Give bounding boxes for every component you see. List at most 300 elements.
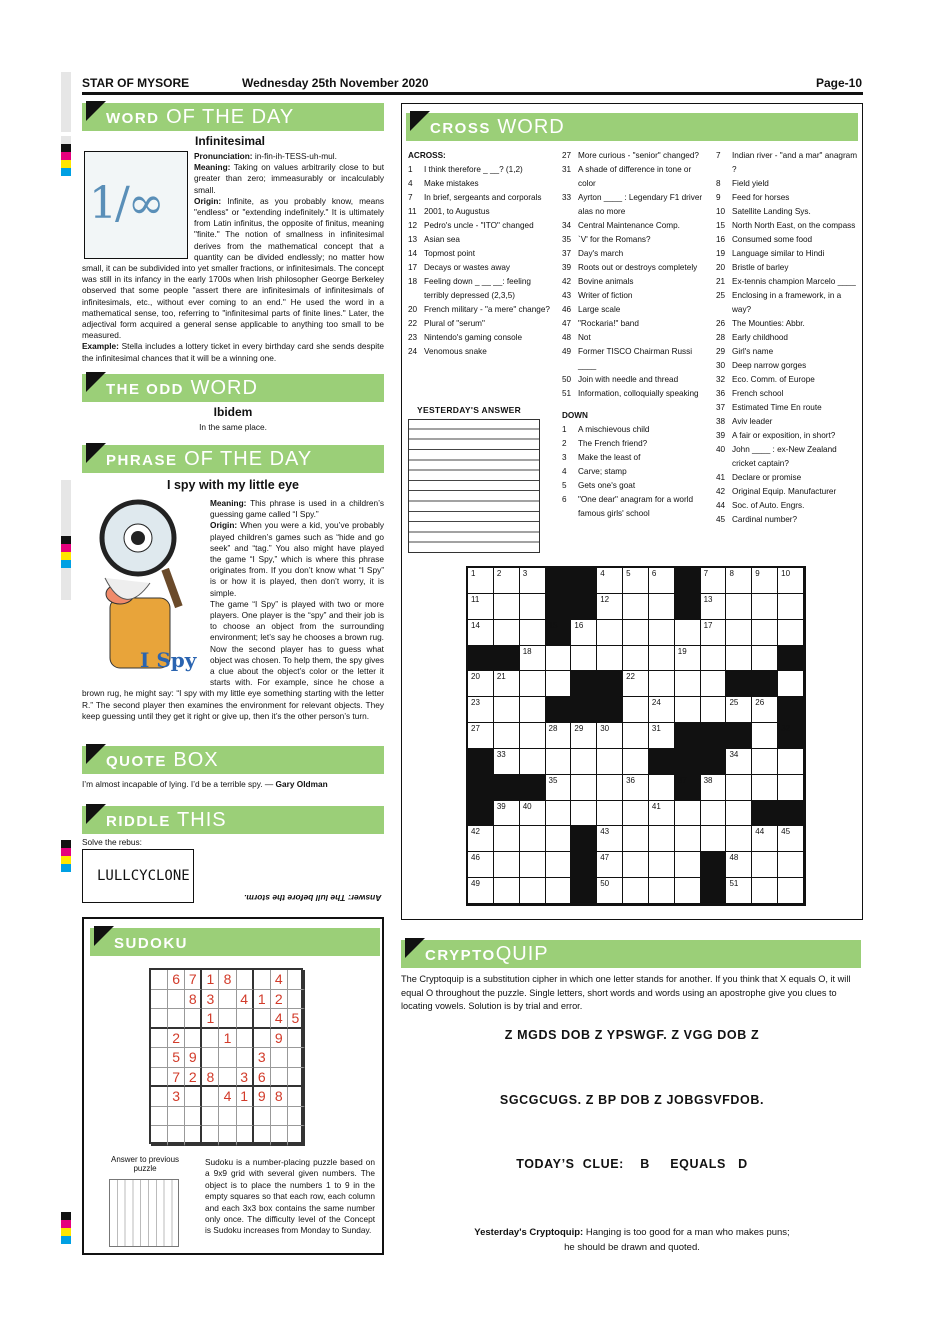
sudoku-cell[interactable] <box>219 1048 236 1068</box>
sudoku-cell[interactable] <box>151 990 168 1010</box>
sudoku-cell[interactable] <box>151 1029 168 1049</box>
clue-text: Bristle of barley <box>732 263 789 272</box>
crossword-cell[interactable]: 41 <box>649 801 675 827</box>
clue-text: A fair or exposition, in short? <box>732 431 836 440</box>
crossword-cell[interactable]: 18 <box>520 646 546 672</box>
crossword-cell[interactable] <box>546 671 572 697</box>
crossword-black-square <box>701 878 727 904</box>
sudoku-cell[interactable] <box>237 1029 254 1049</box>
crossword-cell[interactable]: 7 <box>701 568 727 594</box>
sudoku-cell[interactable] <box>168 1126 185 1146</box>
sudoku-cell[interactable] <box>288 990 305 1010</box>
sudoku-cell[interactable] <box>237 1126 254 1146</box>
clue-number: 42 <box>562 277 572 286</box>
crossword-cell[interactable] <box>520 620 546 646</box>
clue-number: 14 <box>408 249 418 258</box>
crossword-cell[interactable]: 44 <box>752 826 778 852</box>
sudoku-cell[interactable] <box>202 1126 219 1146</box>
sudoku-cell[interactable] <box>168 1107 185 1127</box>
crossword-cell[interactable]: 21 <box>494 671 520 697</box>
crossword-cell[interactable] <box>494 620 520 646</box>
crossword-cell[interactable]: 1 <box>468 568 494 594</box>
clue-number: 35 <box>562 235 572 244</box>
sudoku-cell[interactable]: 6 <box>254 1068 271 1088</box>
clue-text: Pedro's uncle - "ITO" changed <box>424 221 534 230</box>
sudoku-cell[interactable] <box>168 990 185 1010</box>
crossword-cell[interactable] <box>494 826 520 852</box>
crossword-cell[interactable] <box>726 826 752 852</box>
crossword-cell[interactable] <box>623 594 649 620</box>
clue-text: Girl's name <box>732 347 774 356</box>
page-header <box>82 74 862 92</box>
crossword-cell[interactable]: 12 <box>597 594 623 620</box>
crossword-black-square <box>597 671 623 697</box>
crossword-cell[interactable]: 34 <box>726 749 752 775</box>
crossword-cell[interactable] <box>571 646 597 672</box>
clue-number: 3 <box>562 453 567 462</box>
crossword-cell[interactable]: 46 <box>468 852 494 878</box>
clue-text: Venomous snake <box>424 347 487 356</box>
crossword-cell[interactable] <box>726 620 752 646</box>
clue-item <box>716 359 858 373</box>
crossword-black-square <box>571 878 597 904</box>
sudoku-cell[interactable]: 4 <box>271 970 288 990</box>
crossword-cell[interactable] <box>494 852 520 878</box>
crossword-cell[interactable] <box>752 723 778 749</box>
clue-item <box>408 247 550 261</box>
clue-item <box>408 317 550 331</box>
crossword-cell[interactable] <box>752 749 778 775</box>
crossword-cell[interactable]: 48 <box>726 852 752 878</box>
crossword-cell[interactable] <box>546 801 572 827</box>
sudoku-cell[interactable] <box>288 1087 305 1107</box>
crossword-cell[interactable] <box>623 878 649 904</box>
sudoku-cell[interactable] <box>202 1087 219 1107</box>
crossword-cell[interactable] <box>546 826 572 852</box>
sudoku-cell[interactable]: 1 <box>202 970 219 990</box>
clue-item <box>408 191 550 205</box>
crossword-cell[interactable] <box>520 671 546 697</box>
sudoku-cell[interactable] <box>219 1009 236 1029</box>
crossword-cell[interactable] <box>649 671 675 697</box>
crossword-cell[interactable] <box>649 620 675 646</box>
quote-text: I’m almost incapable of lying. I’d be a terrible spy. — Gary Oldman <box>82 779 328 789</box>
clue-text: Asian sea <box>424 235 460 244</box>
clue-text: Consumed some food <box>732 235 813 244</box>
sudoku-cell[interactable] <box>288 1068 305 1088</box>
crossword-cell[interactable]: 6 <box>649 568 675 594</box>
sudoku-cell[interactable]: 3 <box>254 1048 271 1068</box>
crossword-cell[interactable]: 19 <box>675 646 701 672</box>
crossword-cell[interactable]: 35 <box>546 775 572 801</box>
clue-text: A mischievous child <box>578 425 650 434</box>
crossword-cell[interactable] <box>597 620 623 646</box>
crossword-black-square <box>546 568 572 594</box>
clue-number: 22 <box>408 319 418 328</box>
crossword-cell[interactable]: 33 <box>494 749 520 775</box>
sudoku-cell[interactable] <box>237 1048 254 1068</box>
clue-text: French school <box>732 389 784 398</box>
crossword-cell[interactable] <box>597 749 623 775</box>
crossword-cell[interactable] <box>597 646 623 672</box>
crossword-cell[interactable]: 38 <box>701 775 727 801</box>
sudoku-cell[interactable]: 7 <box>168 1068 185 1088</box>
clue-text: Field yield <box>732 179 769 188</box>
sudoku-cell[interactable]: 3 <box>168 1087 185 1107</box>
crossword-cell[interactable] <box>675 878 701 904</box>
crossword-black-square <box>778 646 804 672</box>
crossword-cell[interactable] <box>546 646 572 672</box>
sudoku-cell[interactable] <box>254 1126 271 1146</box>
crossword-black-square <box>494 646 520 672</box>
clue-text: Feed for horses <box>732 193 790 202</box>
crossword-cell[interactable]: 31 <box>649 723 675 749</box>
clue-number: 18 <box>408 277 418 286</box>
crossword-cell[interactable]: 23 <box>468 697 494 723</box>
crossword-cell[interactable] <box>623 852 649 878</box>
crossword-cell[interactable]: 22 <box>623 671 649 697</box>
sudoku-cell[interactable]: 2 <box>168 1029 185 1049</box>
sudoku-cell[interactable] <box>254 970 271 990</box>
crossword-cell[interactable] <box>546 749 572 775</box>
sudoku-cell[interactable]: 1 <box>237 1087 254 1107</box>
crossword-cell[interactable] <box>752 775 778 801</box>
crossword-cell[interactable] <box>494 697 520 723</box>
sudoku-cell[interactable] <box>271 1068 288 1088</box>
sudoku-cell[interactable] <box>237 970 254 990</box>
sudoku-cell[interactable] <box>271 1048 288 1068</box>
sudoku-cell[interactable] <box>185 1126 202 1146</box>
clue-item <box>408 303 550 317</box>
crossword-cell[interactable] <box>778 775 804 801</box>
crossword-cell[interactable]: 43 <box>597 826 623 852</box>
crossword-cell[interactable] <box>778 594 804 620</box>
clue-item <box>562 437 710 451</box>
crossword-cell[interactable] <box>649 878 675 904</box>
crossword-cell[interactable] <box>675 852 701 878</box>
crossword-cell[interactable]: 26 <box>752 697 778 723</box>
sudoku-cell[interactable]: 4 <box>219 1087 236 1107</box>
sudoku-cell[interactable] <box>254 1029 271 1049</box>
crossword-cell[interactable] <box>520 749 546 775</box>
sudoku-cell[interactable]: 5 <box>288 1009 305 1029</box>
crossword-black-square <box>571 826 597 852</box>
crossword-cell[interactable] <box>752 620 778 646</box>
crossword-cell[interactable] <box>623 646 649 672</box>
crossword-cell[interactable] <box>623 697 649 723</box>
sudoku-cell[interactable] <box>168 1009 185 1029</box>
crossword-cell[interactable]: 27 <box>468 723 494 749</box>
sudoku-cell[interactable]: 2 <box>271 990 288 1010</box>
crossword-cell[interactable] <box>520 826 546 852</box>
crossword-cell[interactable]: 8 <box>726 568 752 594</box>
crossword-cell[interactable]: 24 <box>649 697 675 723</box>
crossword-cell[interactable] <box>623 620 649 646</box>
crossword-cell[interactable] <box>649 852 675 878</box>
sudoku-cell[interactable] <box>219 1068 236 1088</box>
crossword-cell[interactable] <box>649 775 675 801</box>
crossword-black-square <box>649 749 675 775</box>
sudoku-cell[interactable] <box>288 1048 305 1068</box>
sudoku-cell[interactable]: 4 <box>237 990 254 1010</box>
crossword-cell[interactable]: 49 <box>468 878 494 904</box>
sudoku-cell[interactable] <box>151 1068 168 1088</box>
sudoku-cell[interactable]: 3 <box>202 990 219 1010</box>
crossword-cell[interactable]: 36 <box>623 775 649 801</box>
sudoku-cell[interactable] <box>185 1009 202 1029</box>
clue-item <box>408 219 550 233</box>
clue-text: North North East, on the compass <box>732 221 856 230</box>
clue-item <box>408 163 550 177</box>
crossword-black-square <box>520 775 546 801</box>
crossword-cell[interactable]: 40 <box>520 801 546 827</box>
crossword-black-square <box>701 723 727 749</box>
sudoku-cell[interactable] <box>151 1048 168 1068</box>
crossword-cell[interactable] <box>701 801 727 827</box>
sudoku-cell[interactable] <box>271 1107 288 1127</box>
crossword-cell[interactable] <box>649 646 675 672</box>
clue-text: A shade of difference in tone or color <box>578 165 692 188</box>
clue-number: 8 <box>716 179 721 188</box>
crossword-cell[interactable] <box>649 826 675 852</box>
sudoku-cell[interactable]: 8 <box>271 1087 288 1107</box>
sudoku-cell[interactable] <box>151 970 168 990</box>
crossword-cell[interactable]: 14 <box>468 620 494 646</box>
crossword-cell[interactable] <box>520 852 546 878</box>
sudoku-cell[interactable] <box>185 1107 202 1127</box>
crossword-cell[interactable] <box>675 671 701 697</box>
clue-number: 23 <box>408 333 418 342</box>
sudoku-cell[interactable] <box>202 1048 219 1068</box>
crossword-cell[interactable] <box>494 723 520 749</box>
sudoku-cell[interactable] <box>288 1029 305 1049</box>
crossword-cell[interactable]: 42 <box>468 826 494 852</box>
crossword-cell[interactable]: 20 <box>468 671 494 697</box>
crossword-cell[interactable] <box>494 594 520 620</box>
sudoku-cell[interactable] <box>185 1087 202 1107</box>
paper-name: STAR OF MYSORE <box>82 76 190 90</box>
crossword-cell[interactable] <box>675 826 701 852</box>
crossword-cell[interactable] <box>726 801 752 827</box>
clue-item <box>716 177 858 191</box>
crossword-cell[interactable] <box>623 826 649 852</box>
crossword-cell[interactable]: 39 <box>494 801 520 827</box>
crossword-cell[interactable] <box>623 801 649 827</box>
crossword-cell[interactable] <box>726 646 752 672</box>
sudoku-cell[interactable] <box>237 1107 254 1127</box>
crossword-cell[interactable] <box>701 671 727 697</box>
clue-item <box>716 443 858 471</box>
sudoku-cell[interactable] <box>288 1107 305 1127</box>
crossword-cell[interactable] <box>597 801 623 827</box>
clue-item <box>716 513 858 527</box>
crossword-cell[interactable]: 28 <box>546 723 572 749</box>
sudoku-cell[interactable]: 4 <box>271 1009 288 1029</box>
sudoku-cell[interactable] <box>151 1087 168 1107</box>
crossword-black-square: 37 <box>675 775 701 801</box>
crossword-black-square <box>546 594 572 620</box>
crossword-band: CROSS WORD <box>406 113 858 141</box>
crossword-cell[interactable] <box>571 775 597 801</box>
crossword-cell[interactable]: 45 <box>778 826 804 852</box>
word-title: Infinitesimal <box>195 134 266 148</box>
sudoku-cell[interactable]: 7 <box>185 970 202 990</box>
crossword-cell[interactable] <box>571 749 597 775</box>
sudoku-cell[interactable] <box>151 1107 168 1127</box>
sudoku-cell[interactable] <box>219 1126 236 1146</box>
clue-number: 41 <box>716 473 726 482</box>
clue-number: 30 <box>716 361 726 370</box>
sudoku-cell[interactable]: 6 <box>168 970 185 990</box>
sudoku-cell[interactable] <box>151 1126 168 1146</box>
crossword-cell[interactable]: 10 <box>778 568 804 594</box>
clue-text: Original Equip. Manufacturer <box>732 487 837 496</box>
crossword-cell[interactable] <box>778 852 804 878</box>
sudoku-cell[interactable] <box>271 1126 288 1146</box>
crossword-cell[interactable]: 2 <box>494 568 520 594</box>
crossword-cell[interactable]: 9 <box>752 568 778 594</box>
crossword-cell[interactable] <box>520 878 546 904</box>
crossword-cell[interactable]: 17 <box>701 620 727 646</box>
crossword-cell[interactable] <box>520 697 546 723</box>
sudoku-cell[interactable]: 1 <box>254 990 271 1010</box>
crossword-cell[interactable] <box>752 594 778 620</box>
sudoku-cell[interactable] <box>185 1029 202 1049</box>
sudoku-cell[interactable]: 3 <box>237 1068 254 1088</box>
clue-text: Large scale <box>578 305 621 314</box>
clue-number: 46 <box>562 305 572 314</box>
crossword-cell[interactable]: 30 <box>597 723 623 749</box>
crossword-cell[interactable]: 4 <box>597 568 623 594</box>
crossword-cell[interactable] <box>623 749 649 775</box>
sudoku-cell[interactable]: 1 <box>202 1009 219 1029</box>
clue-text: In brief, sergeants and corporals <box>424 193 542 202</box>
crossword-cell[interactable]: 29 <box>571 723 597 749</box>
crossword-cell[interactable] <box>701 826 727 852</box>
yesterday-cryptoquip: Yesterday's Cryptoquip: Hanging is too good for a man who makes puns; he should be drawn and quoted. <box>474 1227 790 1253</box>
clue-item <box>562 303 710 317</box>
sudoku-cell[interactable] <box>219 1107 236 1127</box>
clue-item <box>562 331 710 345</box>
crossword-cell[interactable]: 3 <box>520 568 546 594</box>
crossword-cell[interactable] <box>778 620 804 646</box>
down-clues-col3 <box>716 149 858 527</box>
clue-text: Information, colloquially speaking <box>578 389 699 398</box>
crossword-black-square <box>675 723 701 749</box>
clue-item <box>716 429 858 443</box>
crossword-cell[interactable]: 51 <box>726 878 752 904</box>
crossword-cell[interactable] <box>494 878 520 904</box>
clue-number: 6 <box>562 495 567 504</box>
crossword-cell[interactable] <box>623 723 649 749</box>
clue-item <box>562 317 710 331</box>
crossword-cell[interactable] <box>675 620 701 646</box>
crossword-cell[interactable]: 47 <box>597 852 623 878</box>
crossword-cell[interactable] <box>546 852 572 878</box>
clue-item <box>408 177 550 191</box>
sudoku-cell[interactable]: 2 <box>185 1068 202 1088</box>
clue-number: 20 <box>408 305 418 314</box>
sudoku-cell[interactable] <box>202 1107 219 1127</box>
sudoku-cell[interactable] <box>288 970 305 990</box>
crossword-cell[interactable]: 11 <box>468 594 494 620</box>
crossword-cell[interactable] <box>778 878 804 904</box>
sudoku-cell[interactable]: 9 <box>271 1029 288 1049</box>
clue-item <box>716 471 858 485</box>
clue-item <box>408 233 550 247</box>
crossword-cell[interactable] <box>726 594 752 620</box>
sudoku-cell[interactable] <box>237 1009 254 1029</box>
clue-item <box>408 275 550 303</box>
crossword-black-square <box>571 671 597 697</box>
crossword-cell[interactable] <box>778 671 804 697</box>
crossword-black-square <box>468 775 494 801</box>
clue-text: Make the least of <box>578 453 641 462</box>
sudoku-cell[interactable]: 8 <box>185 990 202 1010</box>
crossword-cell[interactable] <box>597 775 623 801</box>
crossword-cell[interactable] <box>649 594 675 620</box>
crossword-cell[interactable] <box>675 697 701 723</box>
sudoku-cell[interactable]: 8 <box>219 970 236 990</box>
crossword-cell[interactable]: 13 <box>701 594 727 620</box>
crossword-cell[interactable] <box>752 646 778 672</box>
word-definition: Pronunciation: in-fin-ih-TESS-uh-mul. Meaning: Taking on values arbitrarily close to but greater than zero; immeasurably or incalculably small. Origin: Infinite, as you probably know, means "endless" or "extending indefinitely." It is ultimately from Latin infinitus, the opposite of finitus, meaning "finite." The notion of smallness in infinitesimal derives from the mathematical concept that a quantity can be divided endlessly; no matter how small, it can be subdivided into yet smaller fractions, or infinitesimals. The concept was still in its infancy in the early 1700s when Irish philosopher George Berkeley observed that some people "assert there are infinitesimals of infinitesimals of infinitesimals, etc., without ever coming to an end." He used the word in a mathematical sense, too, referring to "infinitesimal parts of finite lines." Later, the adjectival form acquired a general sense applicable to anything too small to be measured. Example: Stella includes a lottery ticket in every birthday card she sends despite the infinitesimal chances that it will be a winning one. <box>82 151 384 363</box>
crossword-cell[interactable] <box>778 749 804 775</box>
clue-text: The French friend? <box>578 439 648 448</box>
crossword-cell[interactable] <box>520 723 546 749</box>
previous-sudoku-answer <box>109 1179 179 1247</box>
sudoku-cell[interactable]: 9 <box>185 1048 202 1068</box>
crossword-cell[interactable] <box>752 878 778 904</box>
crossword-cell[interactable] <box>520 594 546 620</box>
crossword-cell[interactable]: 16 <box>571 620 597 646</box>
color-registration-strip <box>61 72 71 176</box>
crossword-cell[interactable] <box>701 646 727 672</box>
crossword-cell[interactable] <box>726 775 752 801</box>
clue-text: "Rockaria!" band <box>578 319 639 328</box>
clue-number: 45 <box>716 515 726 524</box>
infinity-image: 1/∞ <box>84 151 188 259</box>
sudoku-cell[interactable] <box>151 1009 168 1029</box>
clue-item <box>562 261 710 275</box>
clue-item <box>562 423 710 437</box>
crossword-cell[interactable] <box>571 801 597 827</box>
sudoku-cell[interactable] <box>202 1029 219 1049</box>
sudoku-cell[interactable] <box>219 990 236 1010</box>
crossword-grid[interactable] <box>466 566 806 906</box>
crossword-cell[interactable]: 25 <box>726 697 752 723</box>
sudoku-cell[interactable]: 1 <box>219 1029 236 1049</box>
sudoku-cell[interactable] <box>254 1107 271 1127</box>
sudoku-cell[interactable]: 8 <box>202 1068 219 1088</box>
clue-item <box>408 331 550 345</box>
sudoku-cell[interactable] <box>254 1009 271 1029</box>
crossword-cell[interactable]: 50 <box>597 878 623 904</box>
clue-number: 25 <box>716 291 726 300</box>
sudoku-cell[interactable] <box>288 1126 305 1146</box>
clue-item <box>716 289 858 317</box>
sudoku-cell[interactable]: 9 <box>254 1087 271 1107</box>
sudoku-cell[interactable]: 5 <box>168 1048 185 1068</box>
clue-item <box>408 261 550 275</box>
crossword-cell[interactable] <box>701 697 727 723</box>
crossword-cell[interactable]: 5 <box>623 568 649 594</box>
crossword-cell[interactable] <box>675 801 701 827</box>
crossword-black-square <box>752 671 778 697</box>
clue-text: I think therefore _ __? (1,2) <box>424 165 523 174</box>
crossword-cell[interactable] <box>752 852 778 878</box>
crossword-cell[interactable] <box>546 878 572 904</box>
